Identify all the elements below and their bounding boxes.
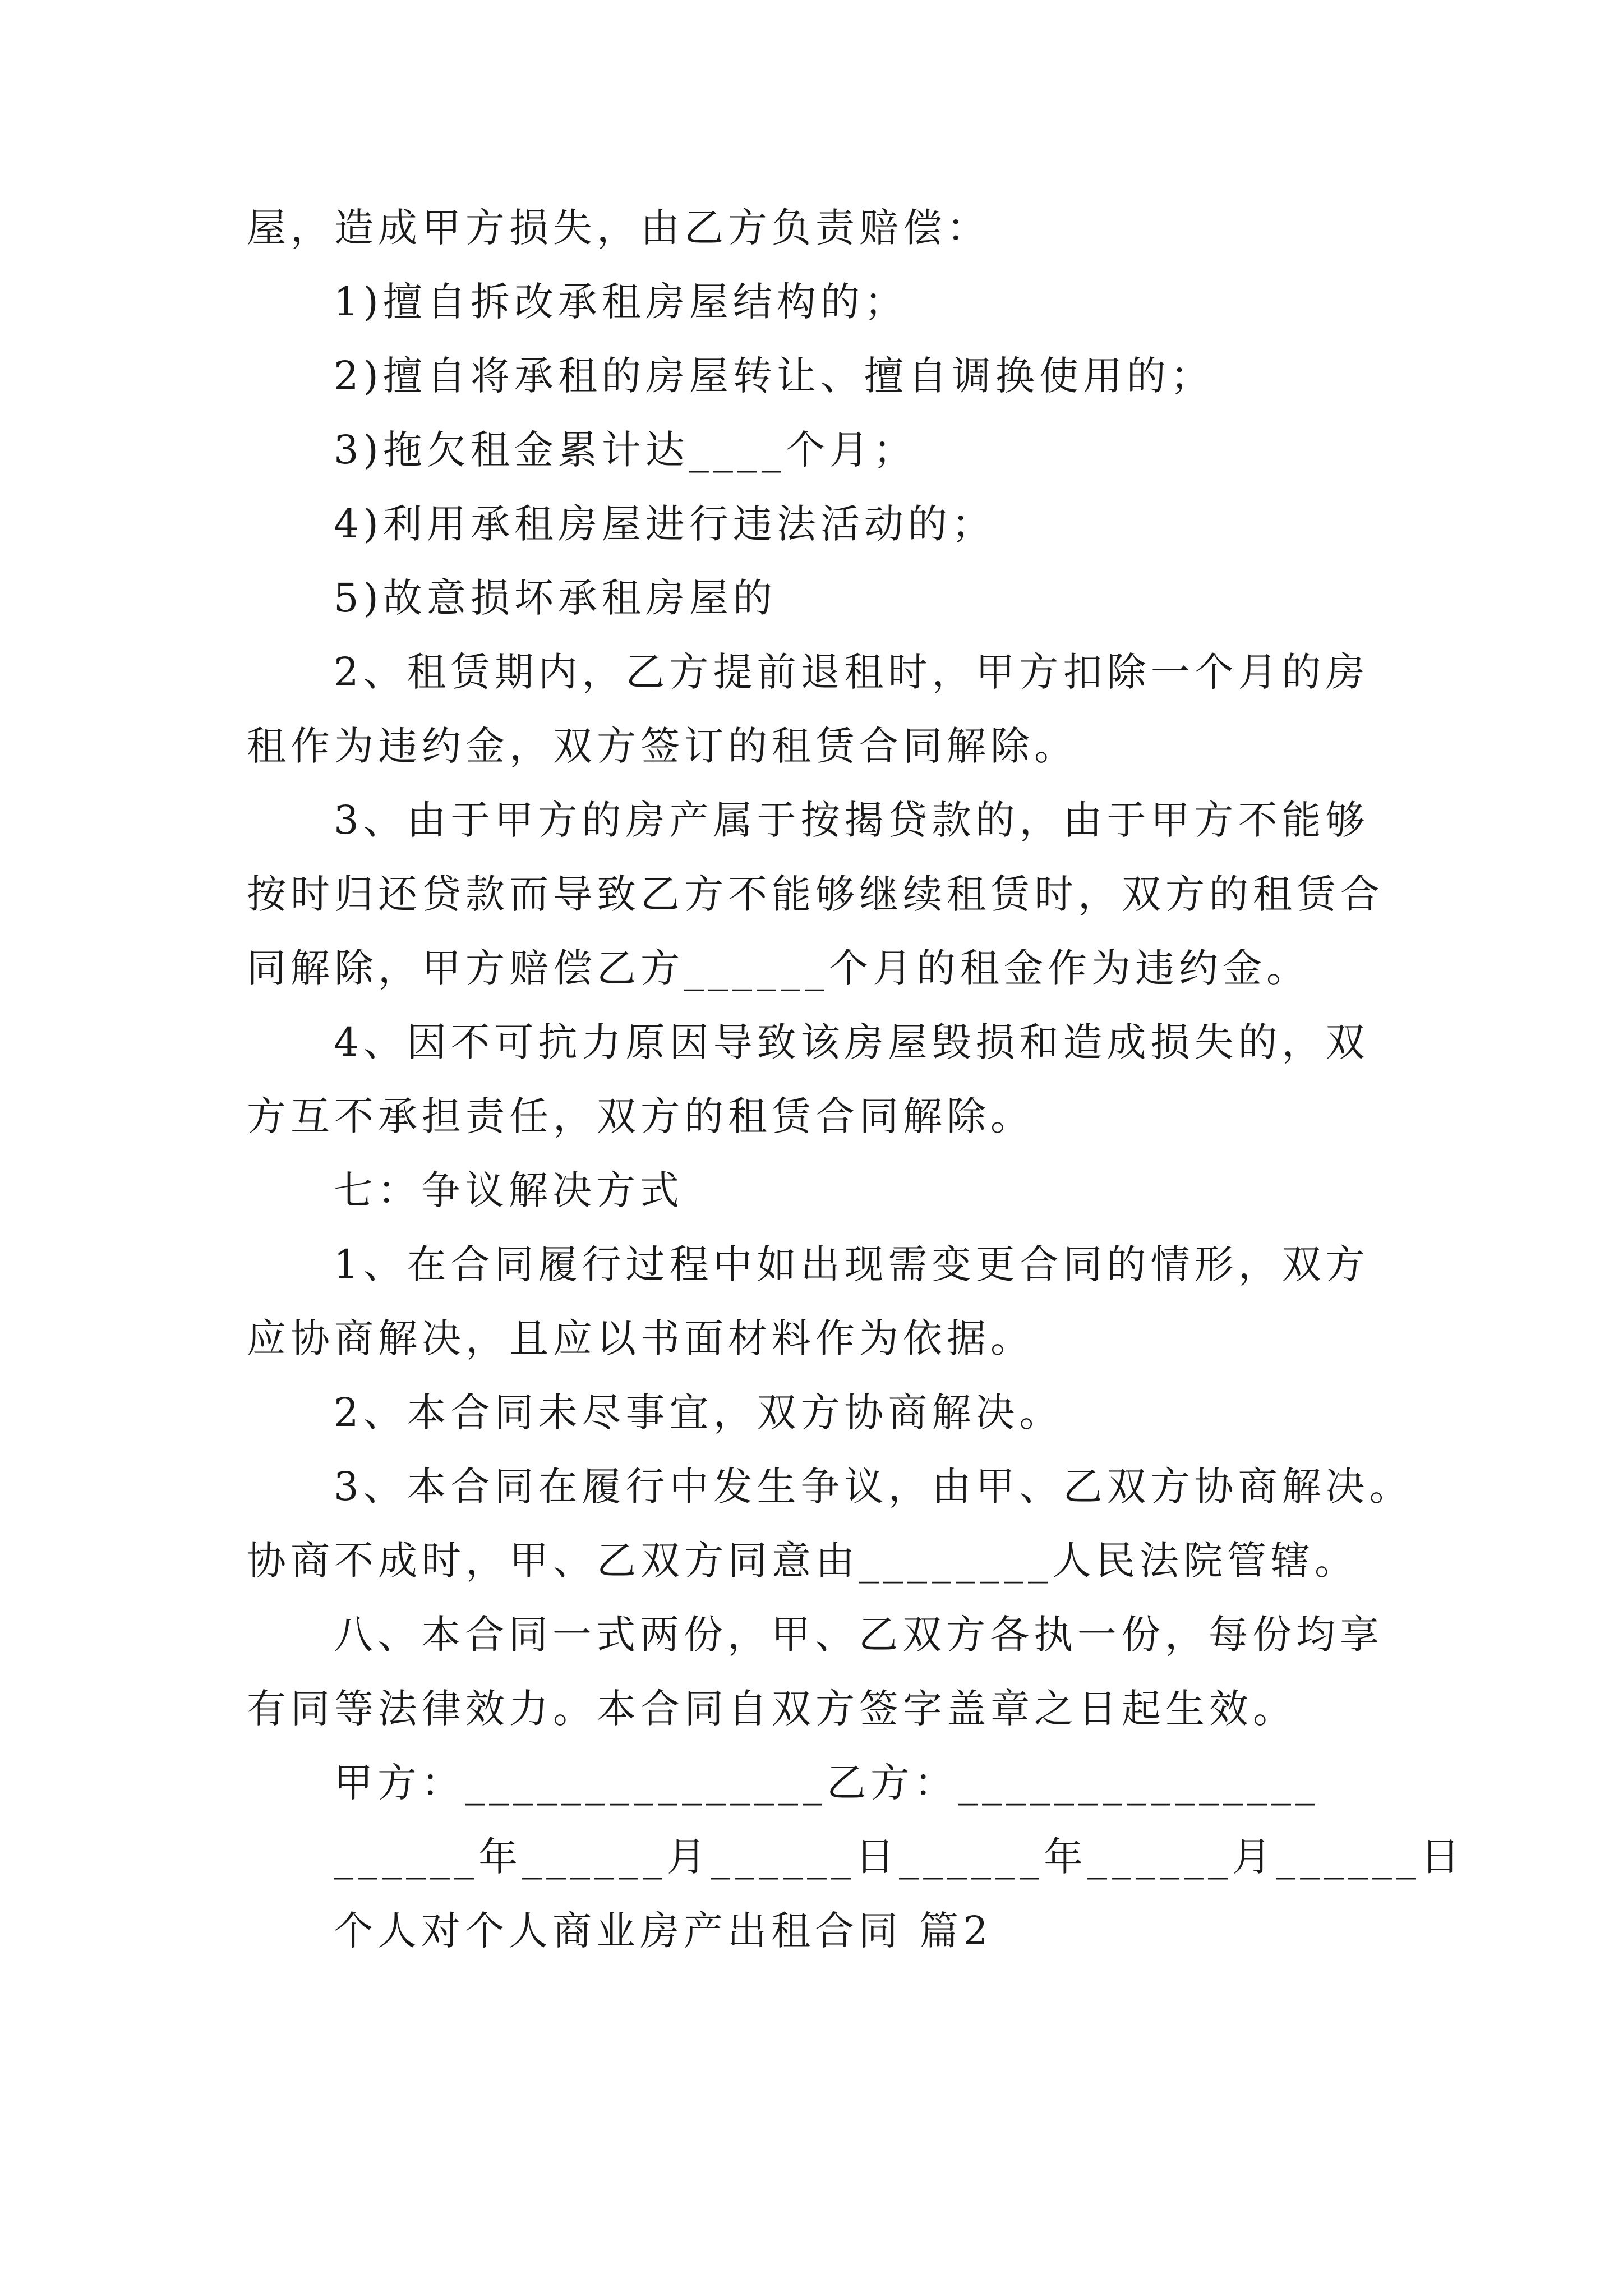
text-line: 租作为违约金，双方签订的租赁合同解除。 [247,723,1078,769]
text-line: 同解除，甲方赔偿乙方______个月的租金作为违约金。 [247,945,1310,991]
text-line: 5)故意损坏承租房屋的 [334,575,777,621]
text-line: 应协商解决，且应以书面材料作为依据。 [247,1315,1034,1361]
signature-line: 甲方：_______________乙方：_______________ [334,1760,1320,1806]
text-line: 3)拖欠租金累计达____个月； [334,427,917,473]
text-line: 八、本合同一式两份，甲、乙双方各执一份，每份均享 [334,1612,1384,1658]
text-line: 2、租赁期内，乙方提前退租时，甲方扣除一个月的房 [334,649,1370,695]
text-line: 屋，造成甲方损失，由乙方负责赔偿： [247,205,990,251]
text-line: 2)擅自将承租的房屋转让、擅自调换使用的； [334,353,1214,399]
text-line: 有同等法律效力。本合同自双方签字盖章之日起生效。 [247,1686,1297,1732]
text-line: 1、在合同履行过程中如出现需变更合同的情形，双方 [334,1241,1370,1287]
text-line: 4)利用承租房屋进行违法活动的； [334,501,995,547]
text-line: 3、由于甲方的房产属于按揭贷款的，由于甲方不能够 [334,797,1370,843]
section-heading: 七：争议解决方式 [334,1167,684,1213]
text-line: 按时归还贷款而导致乙方不能够继续租赁时，双方的租赁合 [247,871,1384,917]
date-line: ______年______月______日______年______月______日 [334,1834,1464,1880]
text-line: 1)擅自拆改承租房屋结构的； [334,279,908,325]
text-line: 2、本合同未尽事宜，双方协商解决。 [334,1389,1063,1435]
text-line: 3、本合同在履行中发生争议，由甲、乙双方协商解决。 [334,1464,1413,1510]
text-line: 4、因不可抗力原因导致该房屋毁损和造成损失的，双 [334,1019,1370,1065]
next-section-title: 个人对个人商业房产出租合同 篇2 [334,1908,993,1954]
contract-body [247,191,1464,1968]
text-line: 协商不成时，甲、乙双方同意由________人民法院管辖。 [247,1538,1358,1584]
text-line: 方互不承担责任，双方的租赁合同解除。 [247,1093,1034,1139]
